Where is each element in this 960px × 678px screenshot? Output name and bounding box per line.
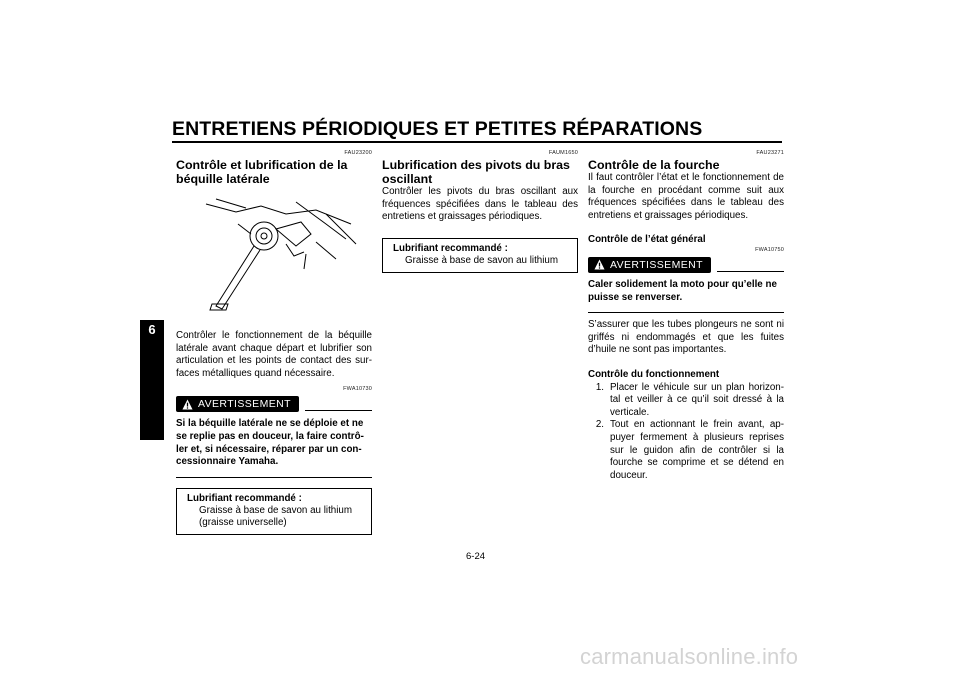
step-text: Placer le véhicule sur un plan horizon-tal et veiller à ce qu’il soit dressé à la verticale. [610, 381, 784, 418]
fork-body: Il faut contrôler l’état et le fonctionnement de la fourche en procédant comme suit aux fréquences spécifiées dans le tableau des entretiens et graissages périodiques. [588, 172, 784, 221]
swingarm-body: Contrôler les pivots du bras oscillant aux fréquences spécifiées dans le tableau des entretiens et graissages périodiques. [382, 186, 578, 223]
section-title: Lubrification des pivots du bras oscillant [382, 158, 570, 186]
section-code: FAU23271 [756, 150, 784, 156]
chapter-tab [140, 320, 164, 440]
section-title: Contrôle de la fourche [588, 158, 720, 172]
warning-triangle-icon [182, 399, 193, 410]
lubricant-value: Graisse à base de savon au lithium [199, 504, 353, 516]
step-number: 2. [595, 419, 604, 431]
lubricant-title: Lubrifiant recommandé : [187, 492, 302, 504]
column-sidestand [176, 150, 372, 535]
warning-code: FWA10750 [755, 246, 784, 253]
warning-rule [717, 271, 784, 272]
subsection-title-operation: Contrôle du fonctionnement [588, 368, 720, 380]
warning-label: AVERTISSEMENT [198, 398, 291, 411]
warning-text: Si la béquille latérale ne se déploie et ne se replie pas en douceur, la faire contrô-ler et, si nécessaire, réparer par un con-cessionnaire Yamaha. [176, 418, 372, 477]
watermark: carmanualsonline.info [580, 644, 799, 669]
warning-header [176, 396, 372, 412]
sidestand-illustration [176, 194, 372, 312]
page-header-title: ENTRETIENS PÉRIODIQUES ET PETITES RÉPARATIONS [172, 118, 703, 140]
section-title: Contrôle et lubrification de la béquille latérale [176, 158, 348, 186]
general-check-body: S’assurer que les tubes plongeurs ne sont ni griffés ni endommagés et que les fuites d’huile ne sont pas importantes. [588, 319, 784, 356]
lubricant-box [176, 488, 372, 535]
warning-rule [305, 410, 372, 411]
warning-label: AVERTISSEMENT [610, 258, 703, 271]
lubricant-box [382, 238, 578, 273]
list-item [588, 382, 784, 420]
subsection-title-general: Contrôle de l’état général [588, 234, 706, 246]
warning-triangle-icon [594, 259, 605, 270]
list-item [588, 419, 784, 482]
warning-code: FWA10730 [343, 386, 372, 393]
section-code: FAUM1650 [548, 150, 578, 156]
page-number: 6-24 [466, 551, 486, 562]
warning-badge [176, 396, 299, 412]
lubricant-value-note: (graisse universelle) [199, 516, 287, 528]
warning-text: Caler solidement la moto pour qu’elle ne puisse se renverser. [588, 279, 784, 313]
operation-steps [588, 382, 784, 483]
header-rule [172, 141, 782, 143]
section-code: FAU23200 [344, 150, 372, 156]
column-fork [588, 150, 784, 482]
lubricant-title: Lubrifiant recommandé : [393, 242, 508, 254]
step-text: Tout en actionnant le frein avant, ap-puyer fermement à plusieurs reprises sur le guidon afin de contrôler si la fourche se comprime et se détend en douceur. [610, 419, 784, 481]
step-number: 1. [595, 381, 604, 393]
sidestand-body: Contrôler le fonctionnement de la béquille latérale avant chaque départ et lubrifier son articulation et les points de contact des sur-faces métalliques quand nécessaire. [176, 330, 372, 379]
column-swingarm [382, 150, 578, 273]
lubricant-value: Graisse à base de savon au lithium [405, 254, 559, 266]
warning-header [588, 257, 784, 273]
warning-badge [588, 257, 711, 273]
chapter-number: 6 [148, 322, 156, 337]
